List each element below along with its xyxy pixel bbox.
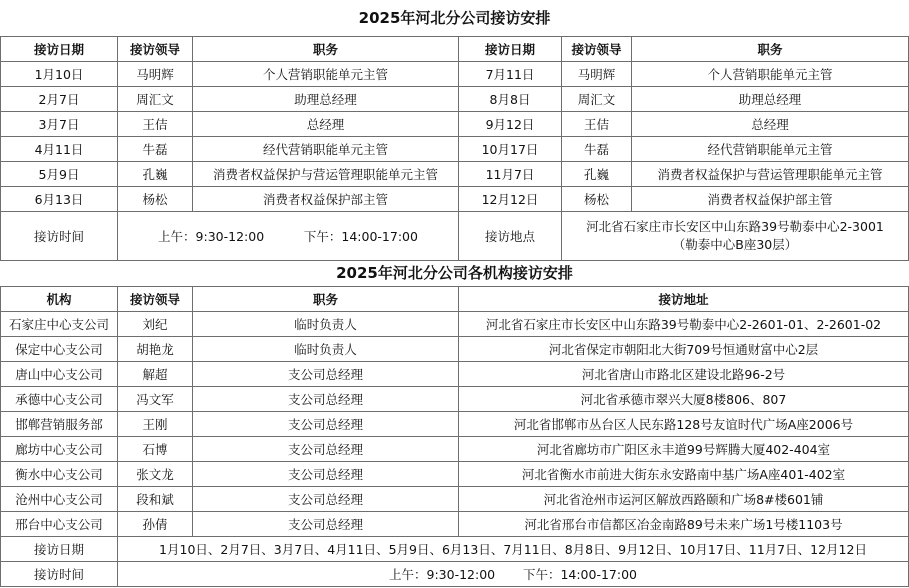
address: 河北省保定市朝阳北大街709号恒通财富中心2层 [459, 336, 909, 361]
position: 支公司总经理 [193, 486, 459, 511]
position: 个人营销职能单元主管 [193, 61, 459, 86]
table-row [1, 161, 909, 186]
visit-date: 6月13日 [1, 186, 118, 211]
leader-name: 段和斌 [118, 486, 193, 511]
institution-name: 承德中心支公司 [1, 386, 118, 411]
leader-name: 马明辉 [118, 61, 193, 86]
time-row [1, 561, 909, 586]
header-row [1, 286, 909, 311]
institution-name: 邯郸营销服务部 [1, 411, 118, 436]
position: 助理总经理 [632, 86, 909, 111]
address: 河北省衡水市前进大街东永安路南中基广场A座401-402室 [459, 461, 909, 486]
leader-header: 接访领导 [118, 286, 193, 311]
header-row [1, 36, 909, 61]
table-row [1, 436, 909, 461]
time-am: 上午：9:30-12:00 [389, 566, 496, 582]
position: 支公司总经理 [193, 386, 459, 411]
leader-header: 接访领导 [118, 36, 193, 61]
leader-name: 孙倩 [118, 511, 193, 536]
visit-date: 9月12日 [459, 111, 562, 136]
position-header: 职务 [193, 286, 459, 311]
position: 助理总经理 [193, 86, 459, 111]
date-header: 接访日期 [459, 36, 562, 61]
table-title-row [1, 0, 909, 36]
table-row [1, 411, 909, 436]
leader-name: 牛磊 [562, 136, 632, 161]
position-header: 职务 [632, 36, 909, 61]
time-am: 上午：9:30-12:00 [158, 228, 265, 244]
leader-name: 马明辉 [562, 61, 632, 86]
position: 经代营销职能单元主管 [632, 136, 909, 161]
visit-date: 2月7日 [1, 86, 118, 111]
leader-name: 孔巍 [118, 161, 193, 186]
leader-name: 石博 [118, 436, 193, 461]
address: 河北省邯郸市丛台区人民东路128号友谊时代广场A座2006号 [459, 411, 909, 436]
address: 河北省承德市翠兴大厦8楼806、807 [459, 386, 909, 411]
position: 支公司总经理 [193, 511, 459, 536]
table-row [1, 86, 909, 111]
leader-name: 周汇文 [118, 86, 193, 111]
time-value [118, 561, 909, 586]
location-line-1: 河北省石家庄市长安区中山东路39号勒泰中心2-3001 [586, 218, 884, 234]
position-header: 职务 [193, 36, 459, 61]
table-row [1, 186, 909, 211]
table-row [1, 61, 909, 86]
address: 河北省邢台市信都区冶金南路89号未来广场1号楼1103号 [459, 511, 909, 536]
address-header: 接访地址 [459, 286, 909, 311]
address: 河北省石家庄市长安区中山东路39号勒泰中心2-2601-01、2-2601-02 [459, 311, 909, 336]
position: 临时负责人 [193, 311, 459, 336]
leader-name: 周汇文 [562, 86, 632, 111]
time-label: 接访时间 [1, 211, 118, 260]
position: 支公司总经理 [193, 436, 459, 461]
location-label: 接访地点 [459, 211, 562, 260]
visit-date: 10月17日 [459, 136, 562, 161]
leader-name: 杨松 [562, 186, 632, 211]
leader-name: 张文龙 [118, 461, 193, 486]
institution-name: 唐山中心支公司 [1, 361, 118, 386]
time-label: 接访时间 [1, 561, 118, 586]
table-row [1, 486, 909, 511]
visit-date: 8月8日 [459, 86, 562, 111]
position: 消费者权益保护与营运管理职能单元主管 [632, 161, 909, 186]
position: 总经理 [193, 111, 459, 136]
institution-name: 衡水中心支公司 [1, 461, 118, 486]
address: 河北省沧州市运河区解放西路颐和广场8#楼601铺 [459, 486, 909, 511]
leader-name: 解超 [118, 361, 193, 386]
institution-name: 石家庄中心支公司 [1, 311, 118, 336]
table-row [1, 311, 909, 336]
institution-name: 保定中心支公司 [1, 336, 118, 361]
position: 消费者权益保护与营运管理职能单元主管 [193, 161, 459, 186]
visit-date: 11月7日 [459, 161, 562, 186]
institution-reception-table [0, 259, 909, 587]
position: 总经理 [632, 111, 909, 136]
table-row [1, 511, 909, 536]
dates-label: 接访日期 [1, 536, 118, 561]
position: 消费者权益保护部主管 [193, 186, 459, 211]
leader-header: 接访领导 [562, 36, 632, 61]
dates-row [1, 536, 909, 561]
visit-date: 7月11日 [459, 61, 562, 86]
table-row [1, 336, 909, 361]
institution-name: 邢台中心支公司 [1, 511, 118, 536]
institution-name: 廊坊中心支公司 [1, 436, 118, 461]
time-value [118, 211, 459, 260]
leader-name: 杨松 [118, 186, 193, 211]
position: 支公司总经理 [193, 411, 459, 436]
table-row [1, 386, 909, 411]
table-row [1, 111, 909, 136]
leader-name: 胡艳龙 [118, 336, 193, 361]
branch-reception-table [0, 0, 909, 261]
time-location-row [1, 211, 909, 260]
visit-date: 3月7日 [1, 111, 118, 136]
table-row [1, 461, 909, 486]
institution-name: 沧州中心支公司 [1, 486, 118, 511]
date-header: 接访日期 [1, 36, 118, 61]
address: 河北省唐山市路北区建设北路96-2号 [459, 361, 909, 386]
institution-header: 机构 [1, 286, 118, 311]
position: 个人营销职能单元主管 [632, 61, 909, 86]
visit-date: 12月12日 [459, 186, 562, 211]
position: 临时负责人 [193, 336, 459, 361]
dates-value: 1月10日、2月7日、3月7日、4月11日、5月9日、6月13日、7月11日、8月8日、9月12日、10月17日、11月7日、12月12日 [118, 536, 909, 561]
position: 支公司总经理 [193, 461, 459, 486]
time-pm: 下午：14:00-17:00 [522, 566, 637, 582]
visit-date: 1月10日 [1, 61, 118, 86]
time-pm: 下午：14:00-17:00 [303, 228, 418, 244]
position: 经代营销职能单元主管 [193, 136, 459, 161]
location-value [562, 211, 909, 260]
address: 河北省廊坊市广阳区永丰道99号辉腾大厦402-404室 [459, 436, 909, 461]
location-line-2: （勒泰中心B座30层） [672, 236, 798, 252]
leader-name: 牛磊 [118, 136, 193, 161]
section-title: 2025年河北分公司各机构接访安排 [1, 259, 909, 286]
table-title-row [1, 259, 909, 286]
visit-date: 4月11日 [1, 136, 118, 161]
page-title: 2025年河北分公司接访安排 [1, 0, 909, 36]
position: 支公司总经理 [193, 361, 459, 386]
leader-name: 冯文军 [118, 386, 193, 411]
visit-date: 5月9日 [1, 161, 118, 186]
leader-name: 王佶 [118, 111, 193, 136]
leader-name: 王佶 [562, 111, 632, 136]
leader-name: 刘纪 [118, 311, 193, 336]
position: 消费者权益保护部主管 [632, 186, 909, 211]
leader-name: 王刚 [118, 411, 193, 436]
table-row [1, 136, 909, 161]
table-row [1, 361, 909, 386]
leader-name: 孔巍 [562, 161, 632, 186]
